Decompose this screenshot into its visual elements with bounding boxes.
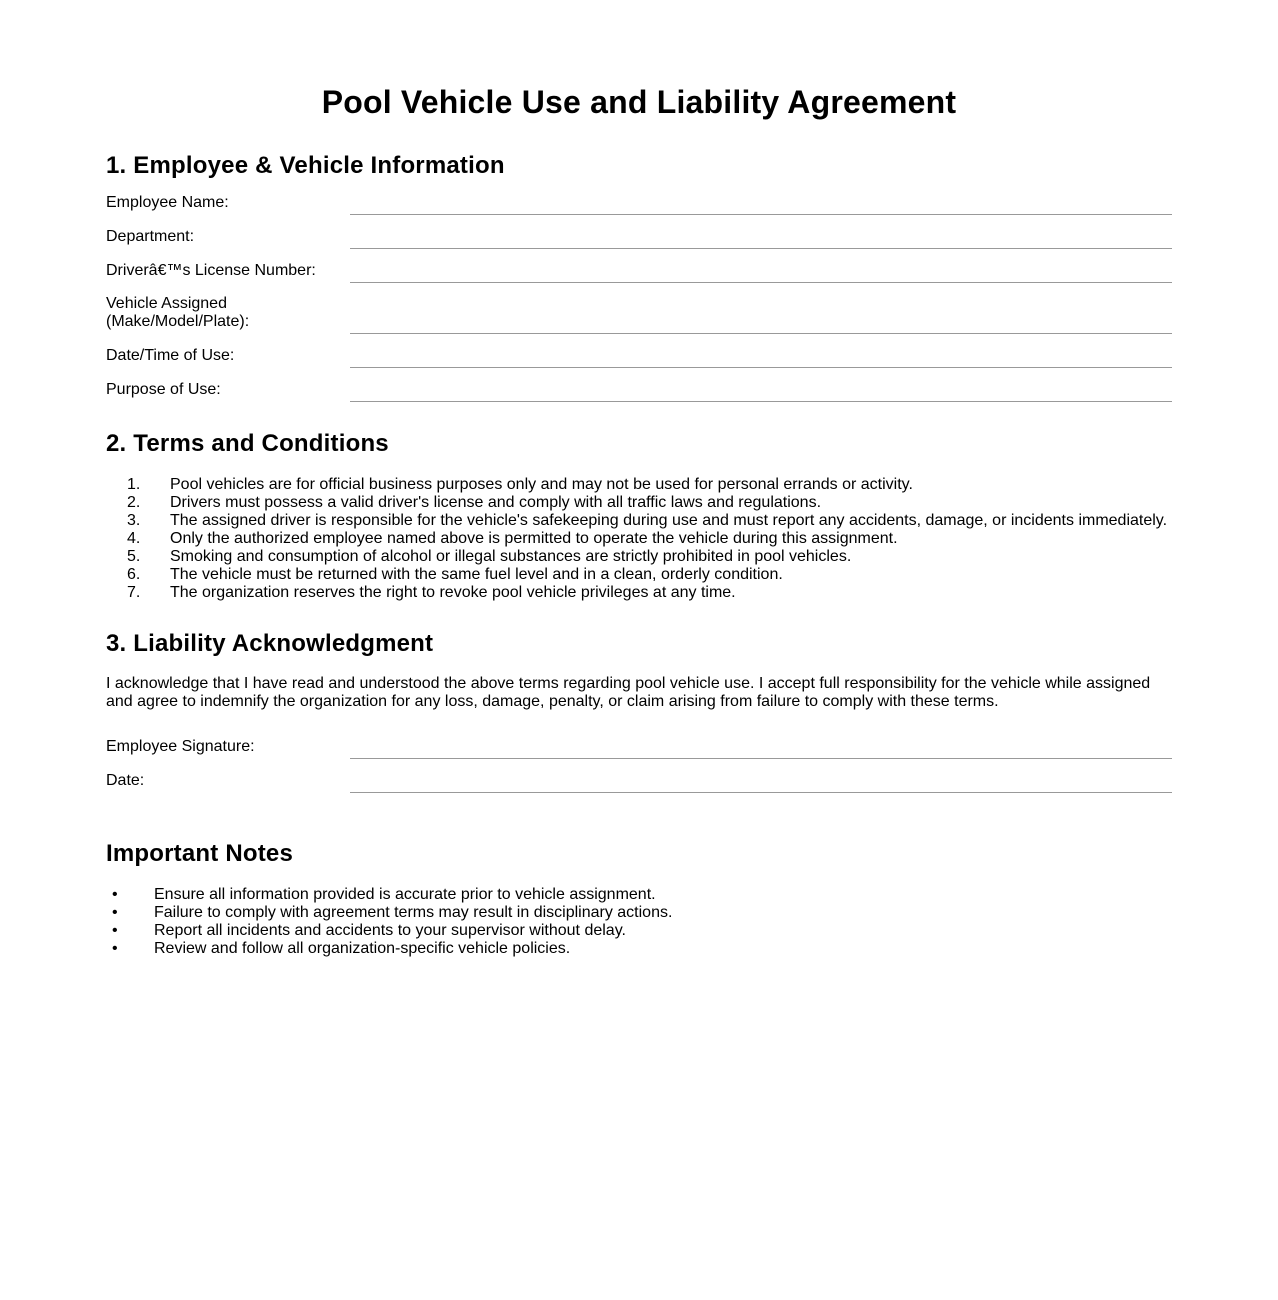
agreement-page [106,0,1172,958]
employee-name-row [106,193,1172,215]
signature-date-field[interactable] [350,771,1172,793]
notes-heading: Important Notes [106,840,294,867]
employee-name-label: Employee Name: [106,194,229,211]
term-text: Only the authorized employee named above is permitted to operate the vehicle during this assignment. [170,530,898,547]
employee-name-field[interactable] [350,193,1172,215]
bullet-icon: • [112,886,118,903]
document-title: Pool Vehicle Use and Liability Agreement [321,84,957,120]
department-row [106,227,1172,249]
term-number: 5. [127,548,141,565]
signature-row [106,737,1172,759]
bullet-icon: • [112,940,118,957]
purpose-label: Purpose of Use: [106,381,221,398]
section-2-heading: 2. Terms and Conditions [106,430,389,457]
signature-label: Employee Signature: [106,738,255,755]
list-item [106,494,1172,512]
date-time-row [106,346,1172,368]
license-number-field[interactable] [350,261,1172,283]
department-field[interactable] [350,227,1172,249]
license-number-row [106,261,1172,283]
list-item [106,512,1172,530]
term-number: 4. [127,530,141,547]
vehicle-assigned-label [106,295,350,334]
vehicle-assigned-label-line2: (Make/Model/Plate): [106,313,250,330]
list-item [106,886,1172,904]
vehicle-assigned-label-line1: Vehicle Assigned [106,295,227,312]
date-time-label: Date/Time of Use: [106,347,235,364]
section-1-heading: 1. Employee & Vehicle Information [106,152,505,179]
term-text: Pool vehicles are for official business purposes only and may not be used for personal errands or activity. [170,476,913,493]
vehicle-assigned-field[interactable] [350,312,1172,334]
purpose-field[interactable] [350,380,1172,402]
list-item [106,530,1172,548]
license-number-label: Driverâ€™s License Number: [106,262,316,279]
list-item [106,940,1172,958]
list-item [106,476,1172,494]
bullet-icon: • [112,922,118,939]
list-item [106,548,1172,566]
term-text: The assigned driver is responsible for the vehicle's safekeeping during use and must report any accidents, damage, or incidents immediately. [170,512,1168,529]
list-item [106,904,1172,922]
signature-fields [106,737,1172,793]
term-number: 6. [127,566,141,583]
list-item [106,566,1172,584]
term-number: 3. [127,512,141,529]
signature-date-label: Date: [106,772,145,789]
list-item [106,584,1172,602]
signature-field[interactable] [350,737,1172,759]
note-text: Review and follow all organization-specific vehicle policies. [154,940,571,957]
list-item [106,922,1172,940]
note-text: Report all incidents and accidents to your supervisor without delay. [154,922,626,939]
note-text: Failure to comply with agreement terms may result in disciplinary actions. [154,904,673,921]
purpose-row [106,380,1172,402]
acknowledgment-paragraph: I acknowledge that I have read and understood the above terms regarding pool vehicle use. I accept full responsibility for the vehicle while assigned and agree to indemnify the organization for any loss, damage, penalty, or claim arising from failure to comply with these terms. [106,675,1151,710]
note-text: Ensure all information provided is accurate prior to vehicle assignment. [154,886,656,903]
term-text: The organization reserves the right to revoke pool vehicle privileges at any time. [170,584,736,601]
bullet-icon: • [112,904,118,921]
terms-list [106,476,1172,602]
term-text: The vehicle must be returned with the same fuel level and in a clean, orderly condition. [170,566,783,583]
signature-date-row [106,771,1172,793]
vehicle-assigned-row [106,295,1172,334]
employee-vehicle-fields [106,193,1172,402]
date-time-field[interactable] [350,346,1172,368]
term-text: Drivers must possess a valid driver's license and comply with all traffic laws and regulations. [170,494,822,511]
term-number: 1. [127,476,141,493]
notes-list [106,886,1172,958]
department-label: Department: [106,228,195,245]
term-number: 2. [127,494,141,511]
section-3-heading: 3. Liability Acknowledgment [106,630,434,657]
term-number: 7. [127,584,141,601]
term-text: Smoking and consumption of alcohol or illegal substances are strictly prohibited in pool vehicles. [170,548,852,565]
